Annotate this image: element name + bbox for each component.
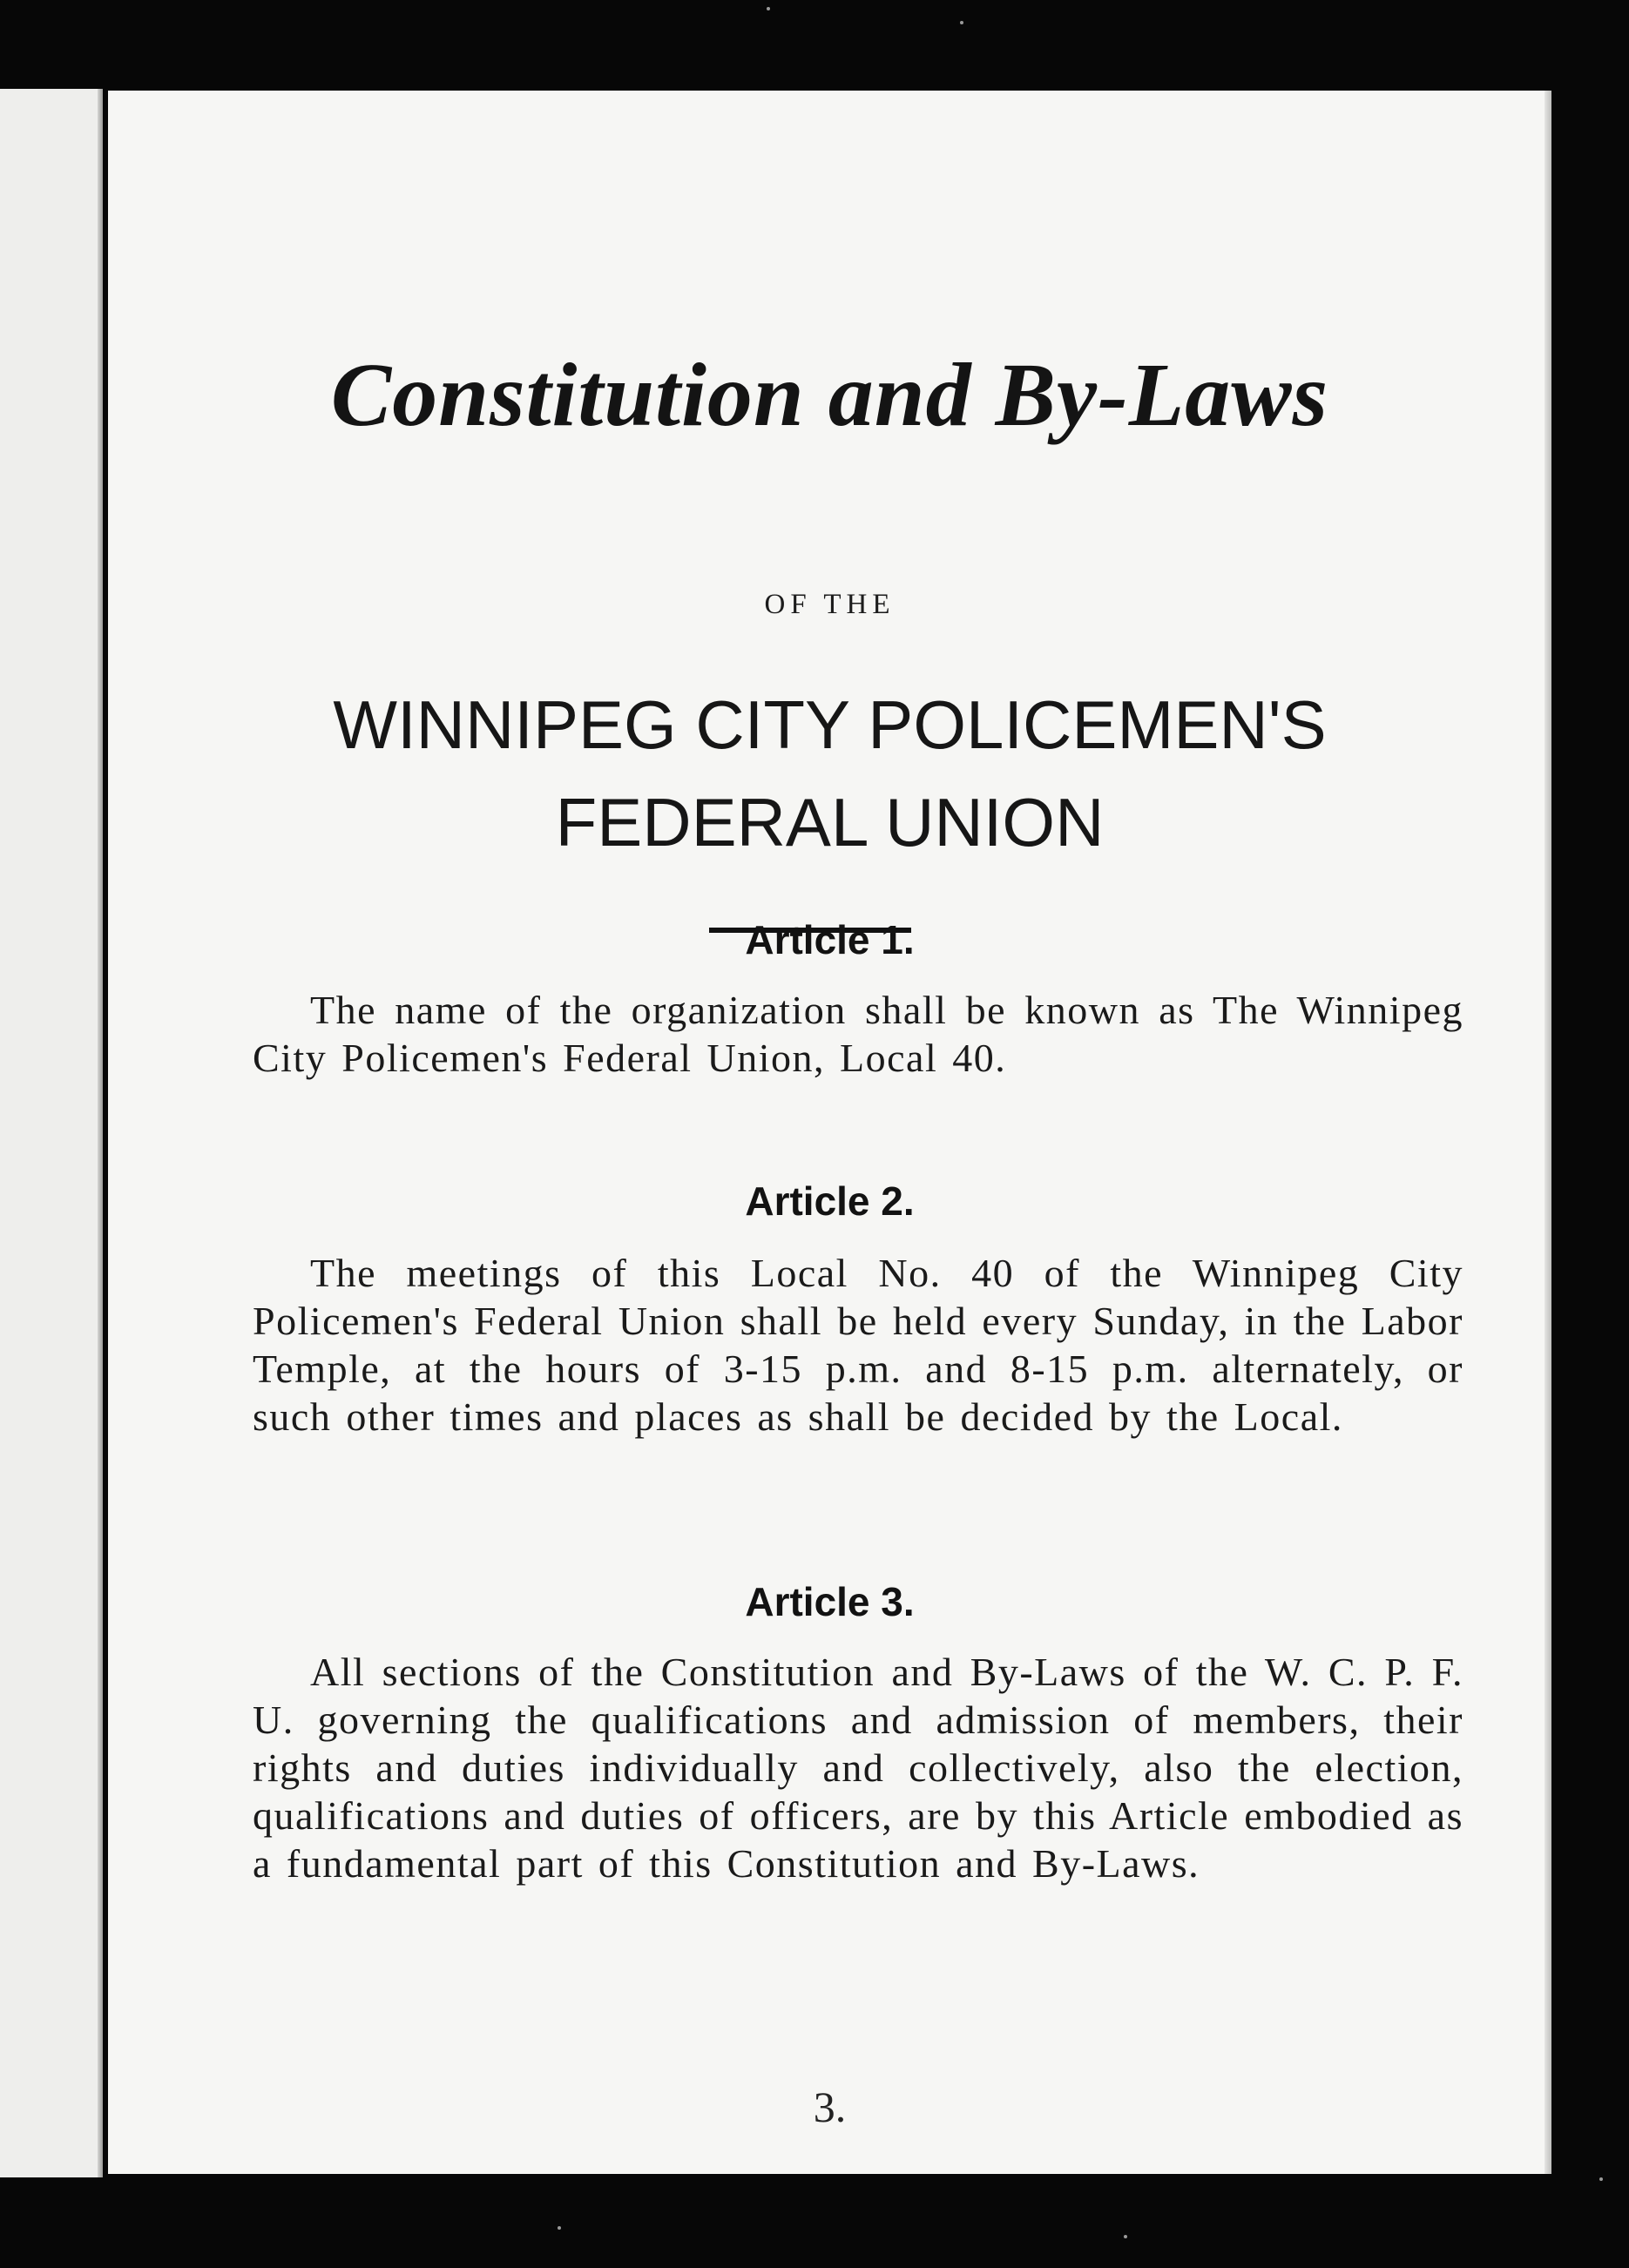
- film-speck: [1124, 2235, 1127, 2238]
- article-1-heading: Article 1.: [745, 917, 915, 962]
- film-speck: [558, 2226, 561, 2230]
- article-3-text: All sections of the Constitution and By-Laws of the W. C. P. F. U. governing the qualifications and admission of members, their rights and duties individually and collectively, also the election, qualifications and duties of officers, are by this Article embodied as a fundamental part of this Constitution and By-Laws.: [253, 1650, 1463, 1886]
- article-2-heading: Article 2.: [745, 1178, 915, 1224]
- document-page: [108, 91, 1551, 2174]
- article-1-text: The name of the organization shall be known as The Winnipeg City Policemen's Federal Union, Local 40.: [253, 988, 1463, 1080]
- film-speck: [960, 21, 963, 24]
- union-name-line-1: WINNIPEG CITY POLICEMEN'S: [333, 686, 1327, 763]
- document-title: Constitution and By-Laws: [330, 345, 1329, 445]
- facing-page-edge: [0, 89, 103, 2177]
- union-name-line-2: FEDERAL UNION: [555, 784, 1105, 861]
- title-connector: OF THE: [764, 589, 896, 620]
- article-2-text: The meetings of this Local No. 40 of the Winnipeg City Policemen's Federal Union shall be held every Sunday, in the Labor Temple, at the hours of 3-15 p.m. and 8-15 p.m. alternately, or such other times and places as shall be decided by the Local.: [253, 1251, 1463, 1439]
- union-name: [108, 676, 1551, 871]
- film-speck: [767, 7, 770, 10]
- film-speck: [1599, 2177, 1603, 2181]
- article-3-heading: Article 3.: [745, 1579, 915, 1624]
- page-number: 3.: [813, 2082, 847, 2131]
